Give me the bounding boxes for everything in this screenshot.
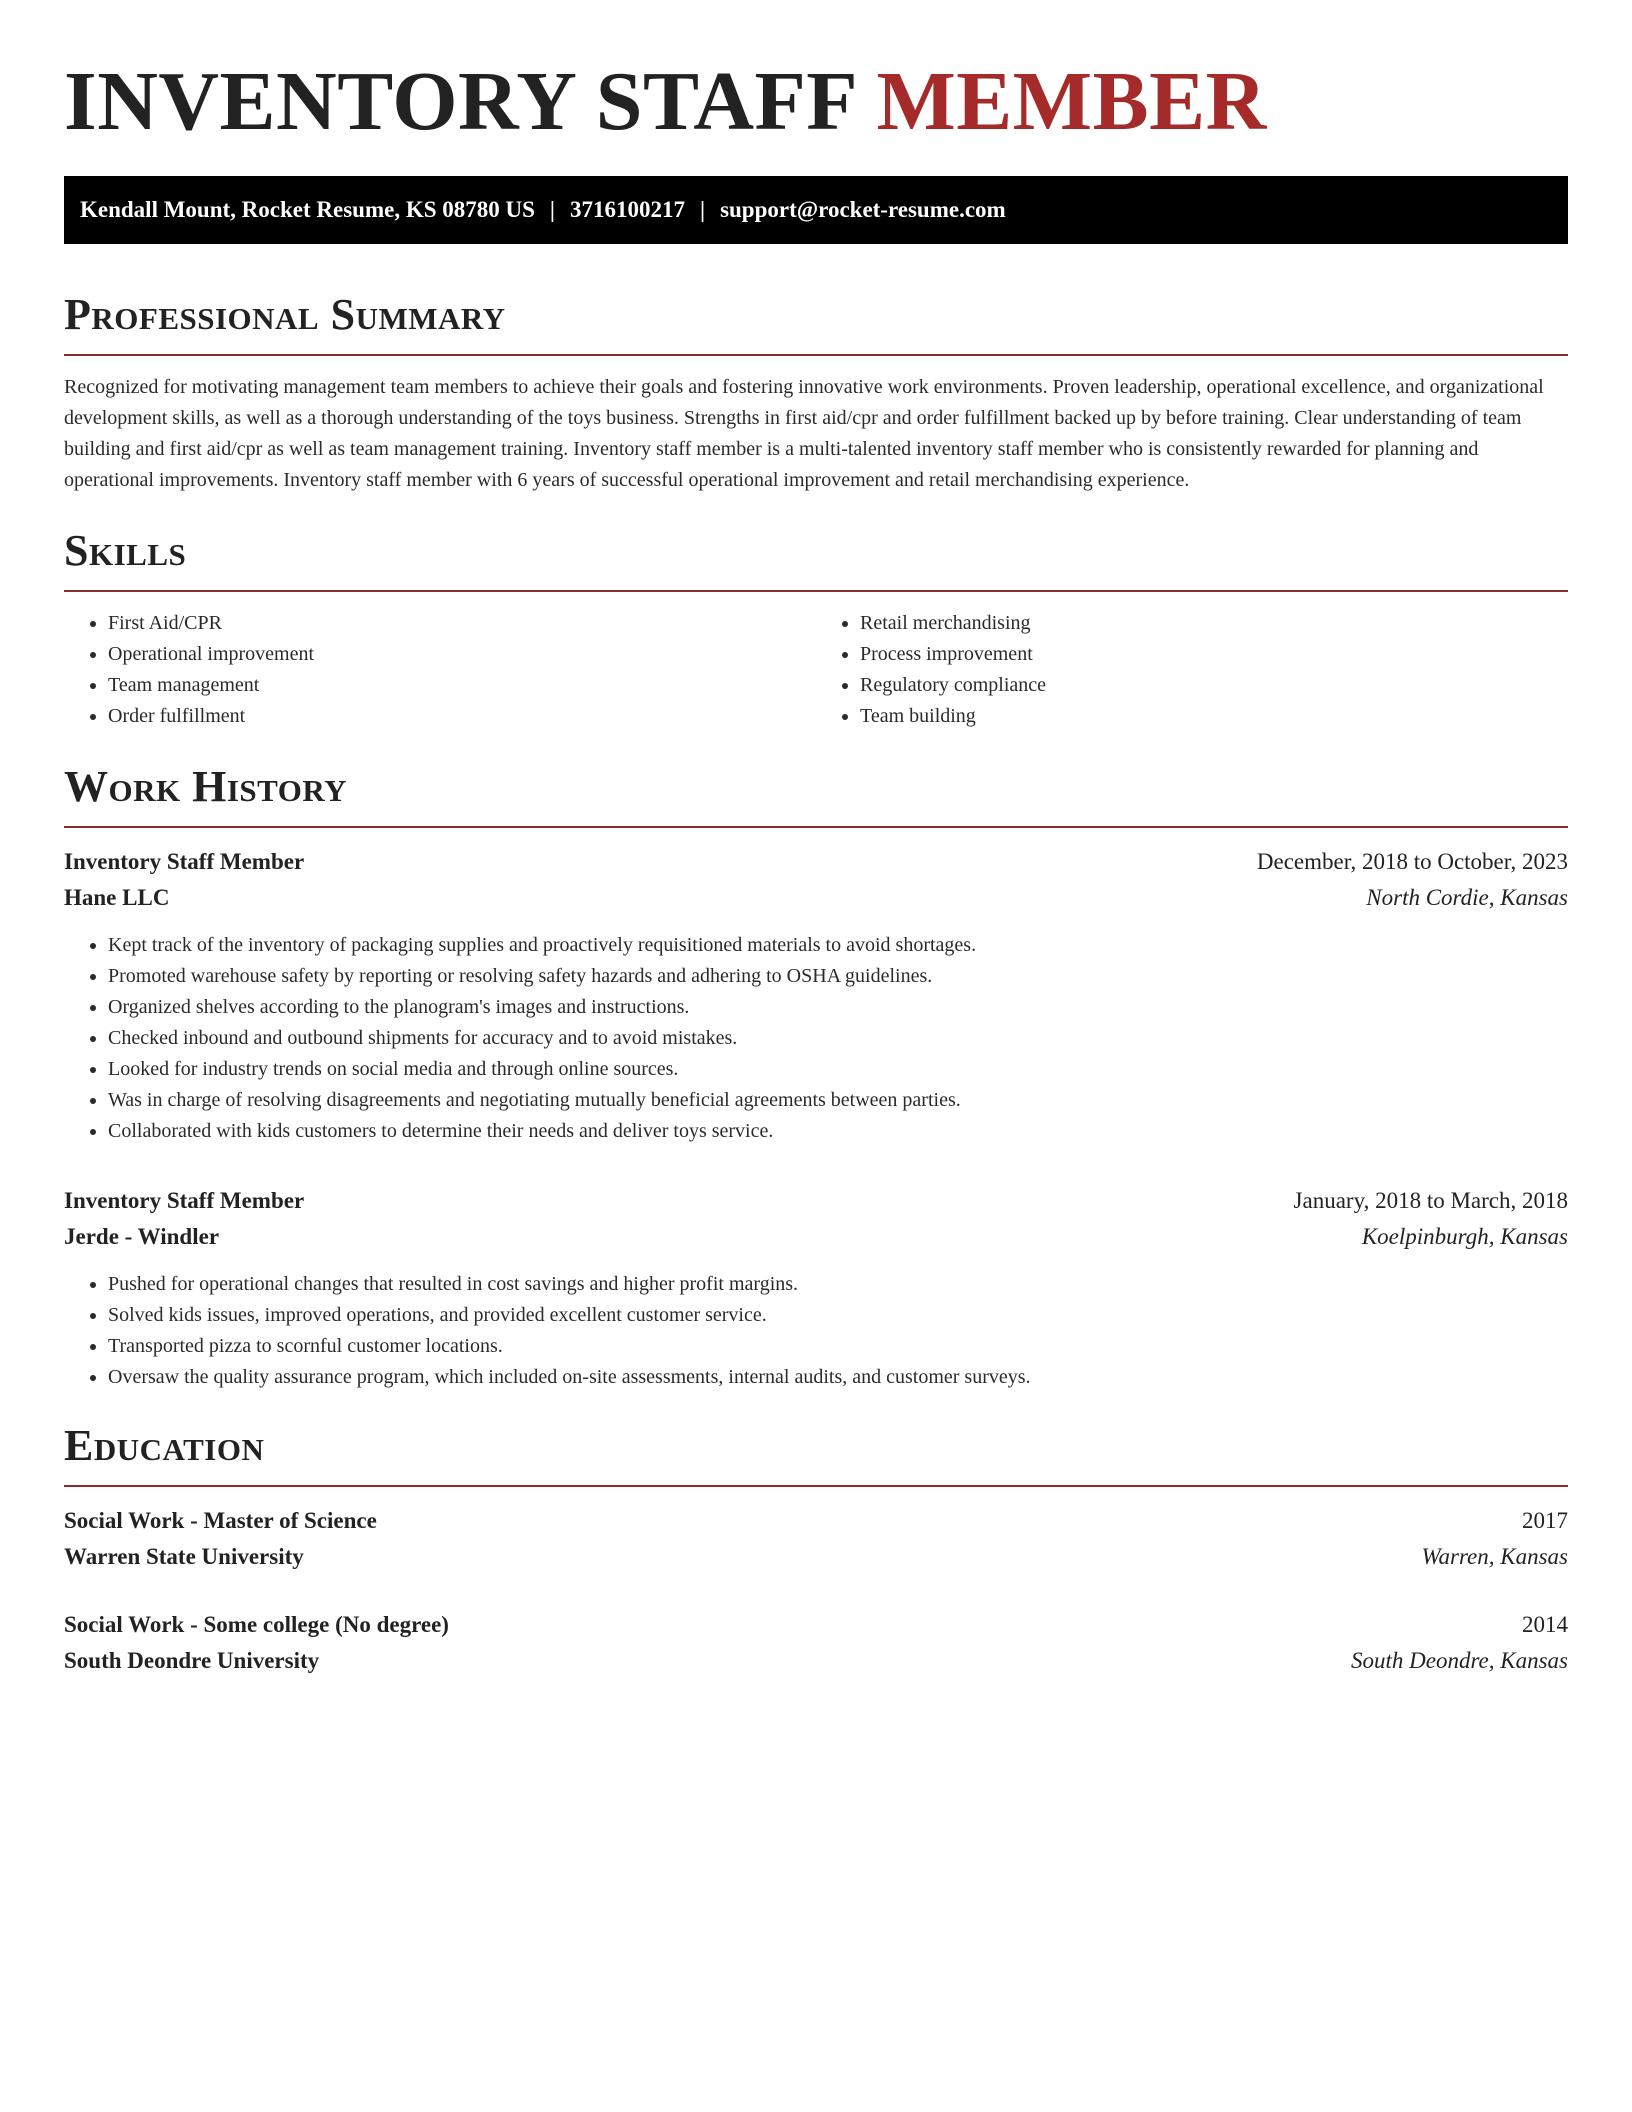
section-divider [64, 354, 1568, 356]
education-degree: Social Work - Some college (No degree) [64, 1612, 449, 1637]
skill-item: • Team management [108, 670, 816, 701]
contact-bar [64, 176, 1568, 244]
job-header-row [64, 1183, 1568, 1219]
education-entry [64, 1503, 1568, 1575]
job-bullet: • Solved kids issues, improved operations, and provided excellent customer service. [108, 1300, 1568, 1331]
education-year: 2014 [1522, 1612, 1568, 1637]
work-history-heading: Work History [64, 762, 348, 811]
job-title: Inventory Staff Member [64, 849, 305, 874]
job-bullet: • Promoted warehouse safety by reporting or resolving safety hazards and adhering to OSHA guidelines. [108, 961, 1568, 992]
job-bullet: • Transported pizza to scornful customer locations. [108, 1331, 1568, 1362]
skill-item: • First Aid/CPR [108, 608, 816, 639]
job-bullet: • Checked inbound and outbound shipments for accuracy and to avoid mistakes. [108, 1023, 1568, 1054]
section-divider [64, 590, 1568, 592]
section-divider [64, 826, 1568, 828]
contact-address: Kendall Mount, Rocket Resume, KS 08780 US [80, 197, 535, 222]
education-subheader-row [64, 1539, 1568, 1575]
job-location: North Cordie, Kansas [1366, 885, 1568, 910]
job-dates: December, 2018 to October, 2023 [1256, 849, 1568, 874]
job-entry [64, 844, 1568, 1147]
education-school: Warren State University [64, 1544, 304, 1569]
education-entry [64, 1607, 1568, 1679]
job-bullet: • Organized shelves according to the planogram's images and instructions. [108, 992, 1568, 1023]
skill-item: • Regulatory compliance [860, 670, 1568, 701]
education-location: South Deondre, Kansas [1350, 1648, 1568, 1673]
skills-columns [64, 608, 1568, 732]
job-bullet: • Kept track of the inventory of packaging supplies and proactively requisitioned materials to avoid shortages. [108, 930, 1568, 961]
title-accent: MEMBER [876, 55, 1267, 148]
job-bullet: • Was in charge of resolving disagreements and negotiating mutually beneficial agreements between parties. [108, 1085, 1568, 1116]
skill-item: • Order fulfillment [108, 701, 816, 732]
education-header-row [64, 1607, 1568, 1643]
contact-separator: | [699, 197, 706, 222]
job-location: Koelpinburgh, Kansas [1361, 1224, 1568, 1249]
education-section [64, 1421, 1568, 1679]
education-header-row [64, 1503, 1568, 1539]
contact-email: support@rocket-resume.com [720, 197, 1006, 222]
education-location: Warren, Kansas [1421, 1544, 1568, 1569]
job-header-row [64, 844, 1568, 880]
title-main: INVENTORY STAFF [64, 55, 855, 148]
work-history-section [64, 762, 1568, 1393]
job-company: Jerde - Windler [64, 1224, 220, 1249]
job-bullet: • Looked for industry trends on social media and through online sources. [108, 1054, 1568, 1085]
job-bullets [64, 1269, 1568, 1393]
summary-heading: Professional Summary [64, 290, 506, 339]
education-school: South Deondre University [64, 1648, 320, 1673]
job-subheader-row [64, 880, 1568, 916]
job-entry [64, 1183, 1568, 1393]
skill-item: • Retail merchandising [860, 608, 1568, 639]
job-bullet: • Pushed for operational changes that resulted in cost savings and higher profit margins. [108, 1269, 1568, 1300]
summary-text: Recognized for motivating management team members to achieve their goals and fostering innovative work environments. Proven leadership, operational excellence, and organizational development skills, as well as a thorough understanding of the toys business. Strengths in first aid/cpr and order fulfillment backed up by before training. Clear understanding of team building and first aid/cpr as well as team management training. Inventory staff member is a multi-talented inventory staff member who is consistently rewarded for planning and operational improvements. Inventory staff member with 6 years of successful operational improvement and retail merchandising experience. [64, 376, 1544, 491]
education-heading: Education [64, 1421, 265, 1470]
skills-list-left [64, 608, 816, 732]
job-company: Hane LLC [64, 885, 170, 910]
contact-separator: | [549, 197, 555, 222]
job-subheader-row [64, 1219, 1568, 1255]
summary-section [64, 290, 1568, 496]
skills-section [64, 526, 1568, 732]
job-bullet: • Collaborated with kids customers to determine their needs and deliver toys service. [108, 1116, 1568, 1147]
section-divider [64, 1485, 1568, 1487]
education-year: 2017 [1522, 1508, 1568, 1533]
job-title: Inventory Staff Member [64, 1188, 305, 1213]
job-dates: January, 2018 to March, 2018 [1293, 1188, 1568, 1213]
skills-list-right [816, 608, 1568, 732]
skill-item: • Operational improvement [108, 639, 816, 670]
job-bullet: • Oversaw the quality assurance program, which included on-site assessments, internal audits, and customer surveys. [108, 1362, 1568, 1393]
education-subheader-row [64, 1643, 1568, 1679]
resume-title [64, 52, 1568, 152]
skill-item: • Team building [860, 701, 1568, 732]
contact-phone: 3716100217 [569, 197, 685, 222]
job-bullets [64, 930, 1568, 1147]
skill-item: • Process improvement [860, 639, 1568, 670]
skills-heading: Skills [64, 526, 187, 575]
education-degree: Social Work - Master of Science [64, 1508, 377, 1533]
